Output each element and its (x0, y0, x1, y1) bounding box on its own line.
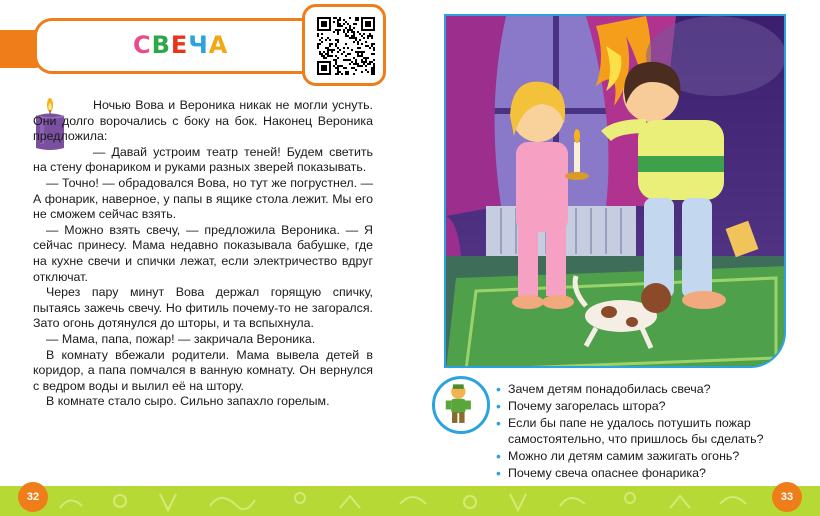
title-letter: В (151, 31, 171, 59)
qr-frame[interactable] (302, 4, 386, 86)
list-item: • Зачем детям понадобилась свеча? (496, 381, 778, 397)
list-item: • Почему загорелась штора? (496, 398, 778, 414)
list-item: • Можно ли детям самим зажигать огонь? (496, 448, 778, 464)
story-paragraph: Через пару минут Вова держал горящую спичку, пытаясь зажечь свечу. Но фитиль почему-то не загорался. Зато огонь дотянулся до шторы, и та вспыхнула. (33, 285, 373, 331)
story-text (33, 98, 373, 410)
story-paragraph: — Можно взять свечу, — предложила Вероника. — Я сейчас принесу. Мама недавно показывала бабушке, где на кухне свечи и спички лежат, если электричество вдруг отключат. (33, 222, 373, 284)
title-letter: С (133, 31, 152, 59)
story-paragraph: Ночью Вова и Вероника никак не могли уснуть. Они долго ворочались с боку на бок. Наконец Вероника предложила: (33, 98, 373, 144)
page-number-left: 32 (18, 482, 48, 512)
footer-pattern (0, 486, 820, 516)
page-title (133, 31, 228, 59)
title-letter: Ч (188, 31, 209, 59)
story-paragraph: — Давай устроим театр теней! Будем светить на стену фонариком и руками разных зверей показывать. (33, 144, 373, 175)
list-item: • Если бы папе не удалось потушить пожар самостоятельно, что пришлось бы сделать? (496, 415, 778, 447)
hero-badge-icon (435, 379, 487, 431)
questions-list (496, 381, 778, 482)
list-item: • Почему свеча опаснее фонарика? (496, 465, 778, 481)
title-frame (34, 18, 324, 74)
hero-badge (432, 376, 490, 434)
title-letter: Е (170, 31, 189, 59)
page-number-right: 33 (772, 482, 802, 512)
title-letter: А (208, 31, 229, 59)
story-paragraph: В комнате стало сыро. Сильно запахло горелым. (46, 394, 330, 409)
story-illustration (444, 14, 786, 368)
story-paragraph: — Точно! — обрадовался Вова, но тут же погрустнел. — А фонарик, наверное, у папы в ящике стола лежит. Мы его не сможем сейчас взять. (33, 175, 373, 222)
qr-code-icon[interactable] (317, 17, 375, 75)
story-paragraph: — Мама, папа, пожар! — закричала Вероника. (46, 331, 316, 346)
story-paragraph: В комнату вбежали родители. Мама вывела детей в коридор, а папа помчался в ванную комнату. Он вернулся с ведром воды и вылил её на штору. (33, 347, 373, 393)
fire-scene-illustration (446, 16, 786, 368)
